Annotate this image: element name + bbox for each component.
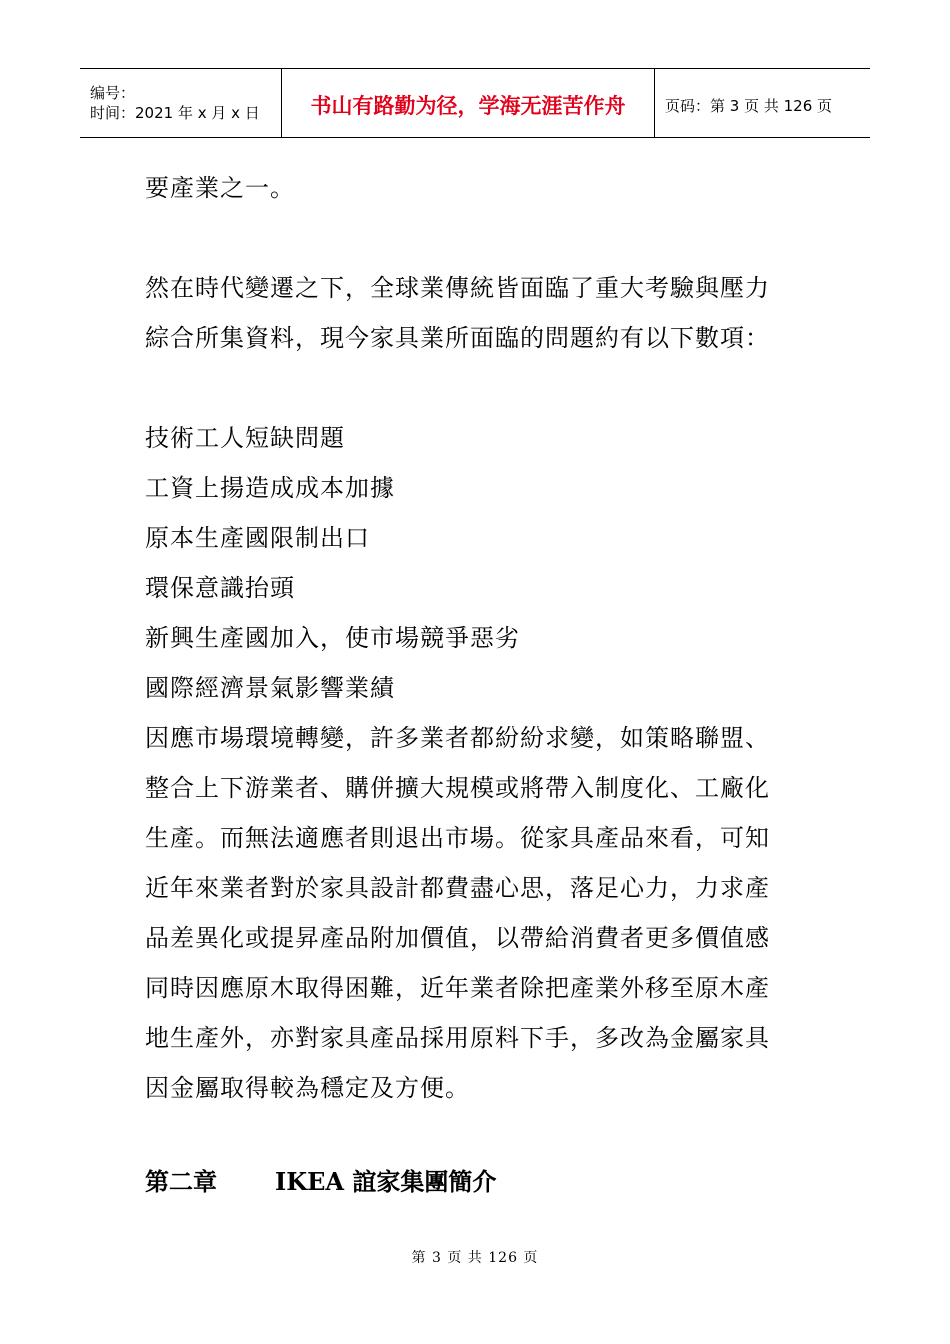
header-meta xyxy=(80,69,282,137)
page-info-text: 页码：第 3 页 共 126 页 xyxy=(665,96,833,115)
chapter-heading xyxy=(145,1162,496,1197)
paragraph-line: 綜合所集資料，現今家具業所面臨的問題約有以下數項： xyxy=(145,324,770,352)
paragraph-line: 然在時代變遷之下，全球業傳統皆面臨了重大考驗與壓力 xyxy=(145,274,770,302)
list-item: 環保意識抬頭 xyxy=(145,574,295,602)
chapter-title: IKEA 誼家集團簡介 xyxy=(275,1167,497,1196)
list-item: 國際經濟景氣影響業績 xyxy=(145,674,395,702)
list-item: 原本生產國限制出口 xyxy=(145,524,370,552)
list-item: 新興生產國加入，使市場競爭惡劣 xyxy=(145,624,520,652)
paragraph-line: 同時因應原木取得困難，近年業者除把產業外移至原木產 xyxy=(145,974,770,1002)
paragraph-line: 地生產外，亦對家具產品採用原料下手，多改為金屬家具 xyxy=(145,1024,770,1052)
paragraph-line: 品差異化或提昇產品附加價值，以帶給消費者更多價值感 xyxy=(145,924,770,952)
paragraph-line: 近年來業者對於家具設計都費盡心思，落足心力，力求產 xyxy=(145,874,770,902)
paragraph-line: 因應市場環境轉變，許多業者都紛紛求變，如策略聯盟、 xyxy=(145,724,770,752)
list-item: 技術工人短缺問題 xyxy=(145,424,345,452)
page-header xyxy=(80,68,870,138)
chapter-number: 第二章 xyxy=(145,1167,217,1196)
page-footer xyxy=(0,1247,950,1267)
paragraph-line: 要產業之一。 xyxy=(145,174,295,202)
paragraph-line: 整合上下游業者、購併擴大規模或將帶入制度化、工廠化 xyxy=(145,774,770,802)
motto-text: 书山有路勤为径，学海无涯苦作舟 xyxy=(310,94,626,118)
list-item: 工資上揚造成成本加據 xyxy=(145,474,395,502)
header-motto xyxy=(282,69,655,137)
time-label: 时间：2021 年 x 月 x 日 xyxy=(90,104,260,122)
paragraph-line: 生產。而無法適應者則退出市場。從家具產品來看，可知 xyxy=(145,824,770,852)
number-label: 编号： xyxy=(90,84,136,102)
footer-page-number: 第 3 页 共 126 页 xyxy=(411,1250,539,1266)
header-page-info xyxy=(655,69,870,137)
paragraph-line: 因金屬取得較為穩定及方便。 xyxy=(145,1074,470,1102)
